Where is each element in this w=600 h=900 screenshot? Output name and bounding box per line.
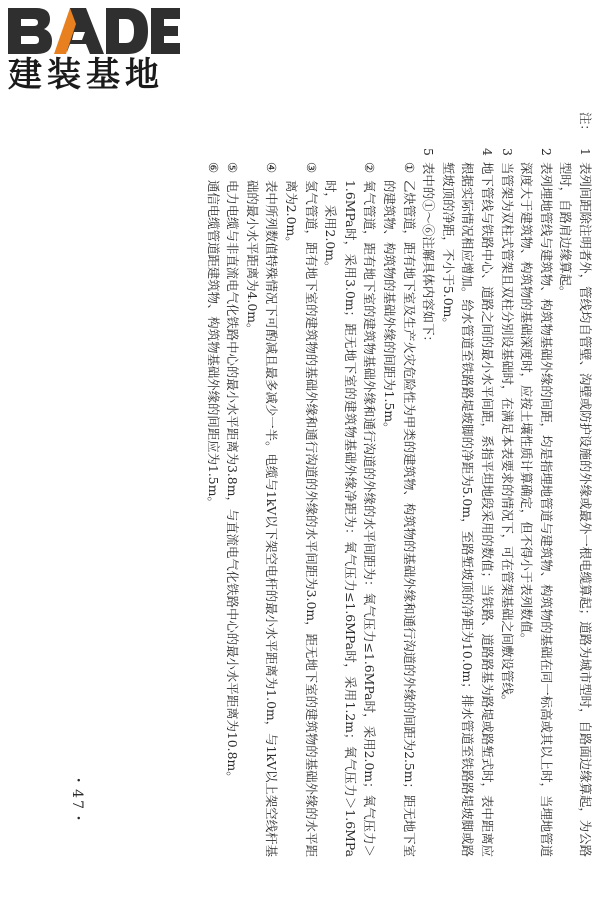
bade-logo: [6, 4, 181, 94]
subitem-text: 通信电缆管道距建筑物、构筑物基础外缘的间距应为1.5m。: [205, 180, 221, 509]
note-subitem: [223, 162, 243, 857]
note-number: 3: [499, 148, 515, 156]
notes-prefix: 注：: [578, 112, 593, 137]
note-text: 表列埋地管线与建筑物、构筑物基础外缘的间距，均是指埋地管道与建筑物、构筑物的基础在同一标高或其以上时，当埋地管道深度大于建筑物、构筑物的基础深度时，应按土壤性质计算确定，但不得小于表列数值。: [519, 162, 554, 857]
note-text: 当管架为双柱式管架且双柱分别设基础时，在满足本表要求的情况下，可在管架基础之间敷设管线。: [499, 162, 515, 708]
note-item: [497, 112, 517, 857]
note-text: 地下管线与铁路中心、道路之间的最小水平间距，系指平坦地段采用的数值；当铁路、道路路基为路堤或路堑式时，表中距离应根据实际情况相应增加。给水管道至铁路路堤坡脚的净距为5.0m，至路堑坡顶的净距为10.0m；排水管道至铁路路堤坡脚或路堑坡顶的净距，不小于5.0m。: [440, 162, 496, 857]
bade-wordmark: [6, 4, 181, 58]
note-text: 表列间距除注明者外，管线均自管壁、沟壁或防护设施的外缘或最外一根电缆算起；道路为城市型时，自路面边缘算起，为公路型时，自路肩边缘算起。: [558, 162, 593, 857]
subitem-text: 表中所列数值特殊情况下可酌减且最多减少一半。电缆与1kV以下架空电杆的最小水平距离为1.0m，与1kV以上架空线杆基础的最小水平距离为4.0m。: [244, 180, 280, 857]
subitem-marker: ⑥: [205, 162, 221, 174]
note-number: 4: [480, 148, 496, 156]
note-number: 2: [538, 148, 554, 156]
note-number: 1: [578, 148, 593, 156]
logo-chinese-text: 建装基地: [8, 55, 164, 95]
subitem-marker: ②: [362, 162, 378, 174]
note-subitem: [242, 162, 281, 857]
rotated-document-page: [69, 112, 600, 887]
subitem-marker: ①: [401, 162, 417, 174]
subitem-marker: ⑤: [225, 162, 241, 174]
subitem-text: 电力电缆与非直流电气化铁路中心的最小水平距离为3.8m，与直流电气化铁路中心的最小水平距离为10.8m。: [225, 180, 241, 784]
note-subitem: [203, 162, 223, 857]
subitem-text: 氢气管道，距有地下室的建筑物的基础外缘和通行沟道的外缘的水平间距为3.0m，距无地下室的建筑物的基础外缘的水平距离为2.0m。: [284, 180, 319, 857]
note-text: 表中的①～⑥注解具体内容如下：: [421, 162, 437, 348]
note-subitem: [282, 162, 321, 857]
subitem-text: 乙炔管道，距有地下室及生产火灾危险性为甲类的建筑物、构筑物的基础外缘和通行沟道的外缘的间距为2.5m；距无地下室的建筑物、构筑物的基础外缘的间距为1.5m。: [382, 180, 417, 857]
notes-section: [75, 112, 600, 857]
note-subitem: [379, 162, 418, 857]
note-number: 5: [421, 148, 437, 156]
subitem-text: 氧气管道，距有地下室的建筑物基础外缘和通行沟道的外缘的水平间距为：氧气压力≤1.6MPa时，采用2.0m；氧气压力＞1.6MPa时，采用3.0m；距无地下室的建筑物基础外缘净距为：氧气压力≤1.6MPa时，采用1.2m；氧气压力＞1.6MPa时，采用2.0m。: [323, 180, 378, 857]
note-item: [517, 112, 556, 857]
subitem-marker: ④: [264, 162, 280, 174]
page-number: ・47・: [69, 773, 85, 827]
note-item: [203, 112, 438, 857]
note-subitem: [321, 162, 380, 857]
note-item: [556, 112, 595, 857]
subitem-marker: ③: [303, 162, 319, 174]
note-item: [438, 112, 497, 857]
